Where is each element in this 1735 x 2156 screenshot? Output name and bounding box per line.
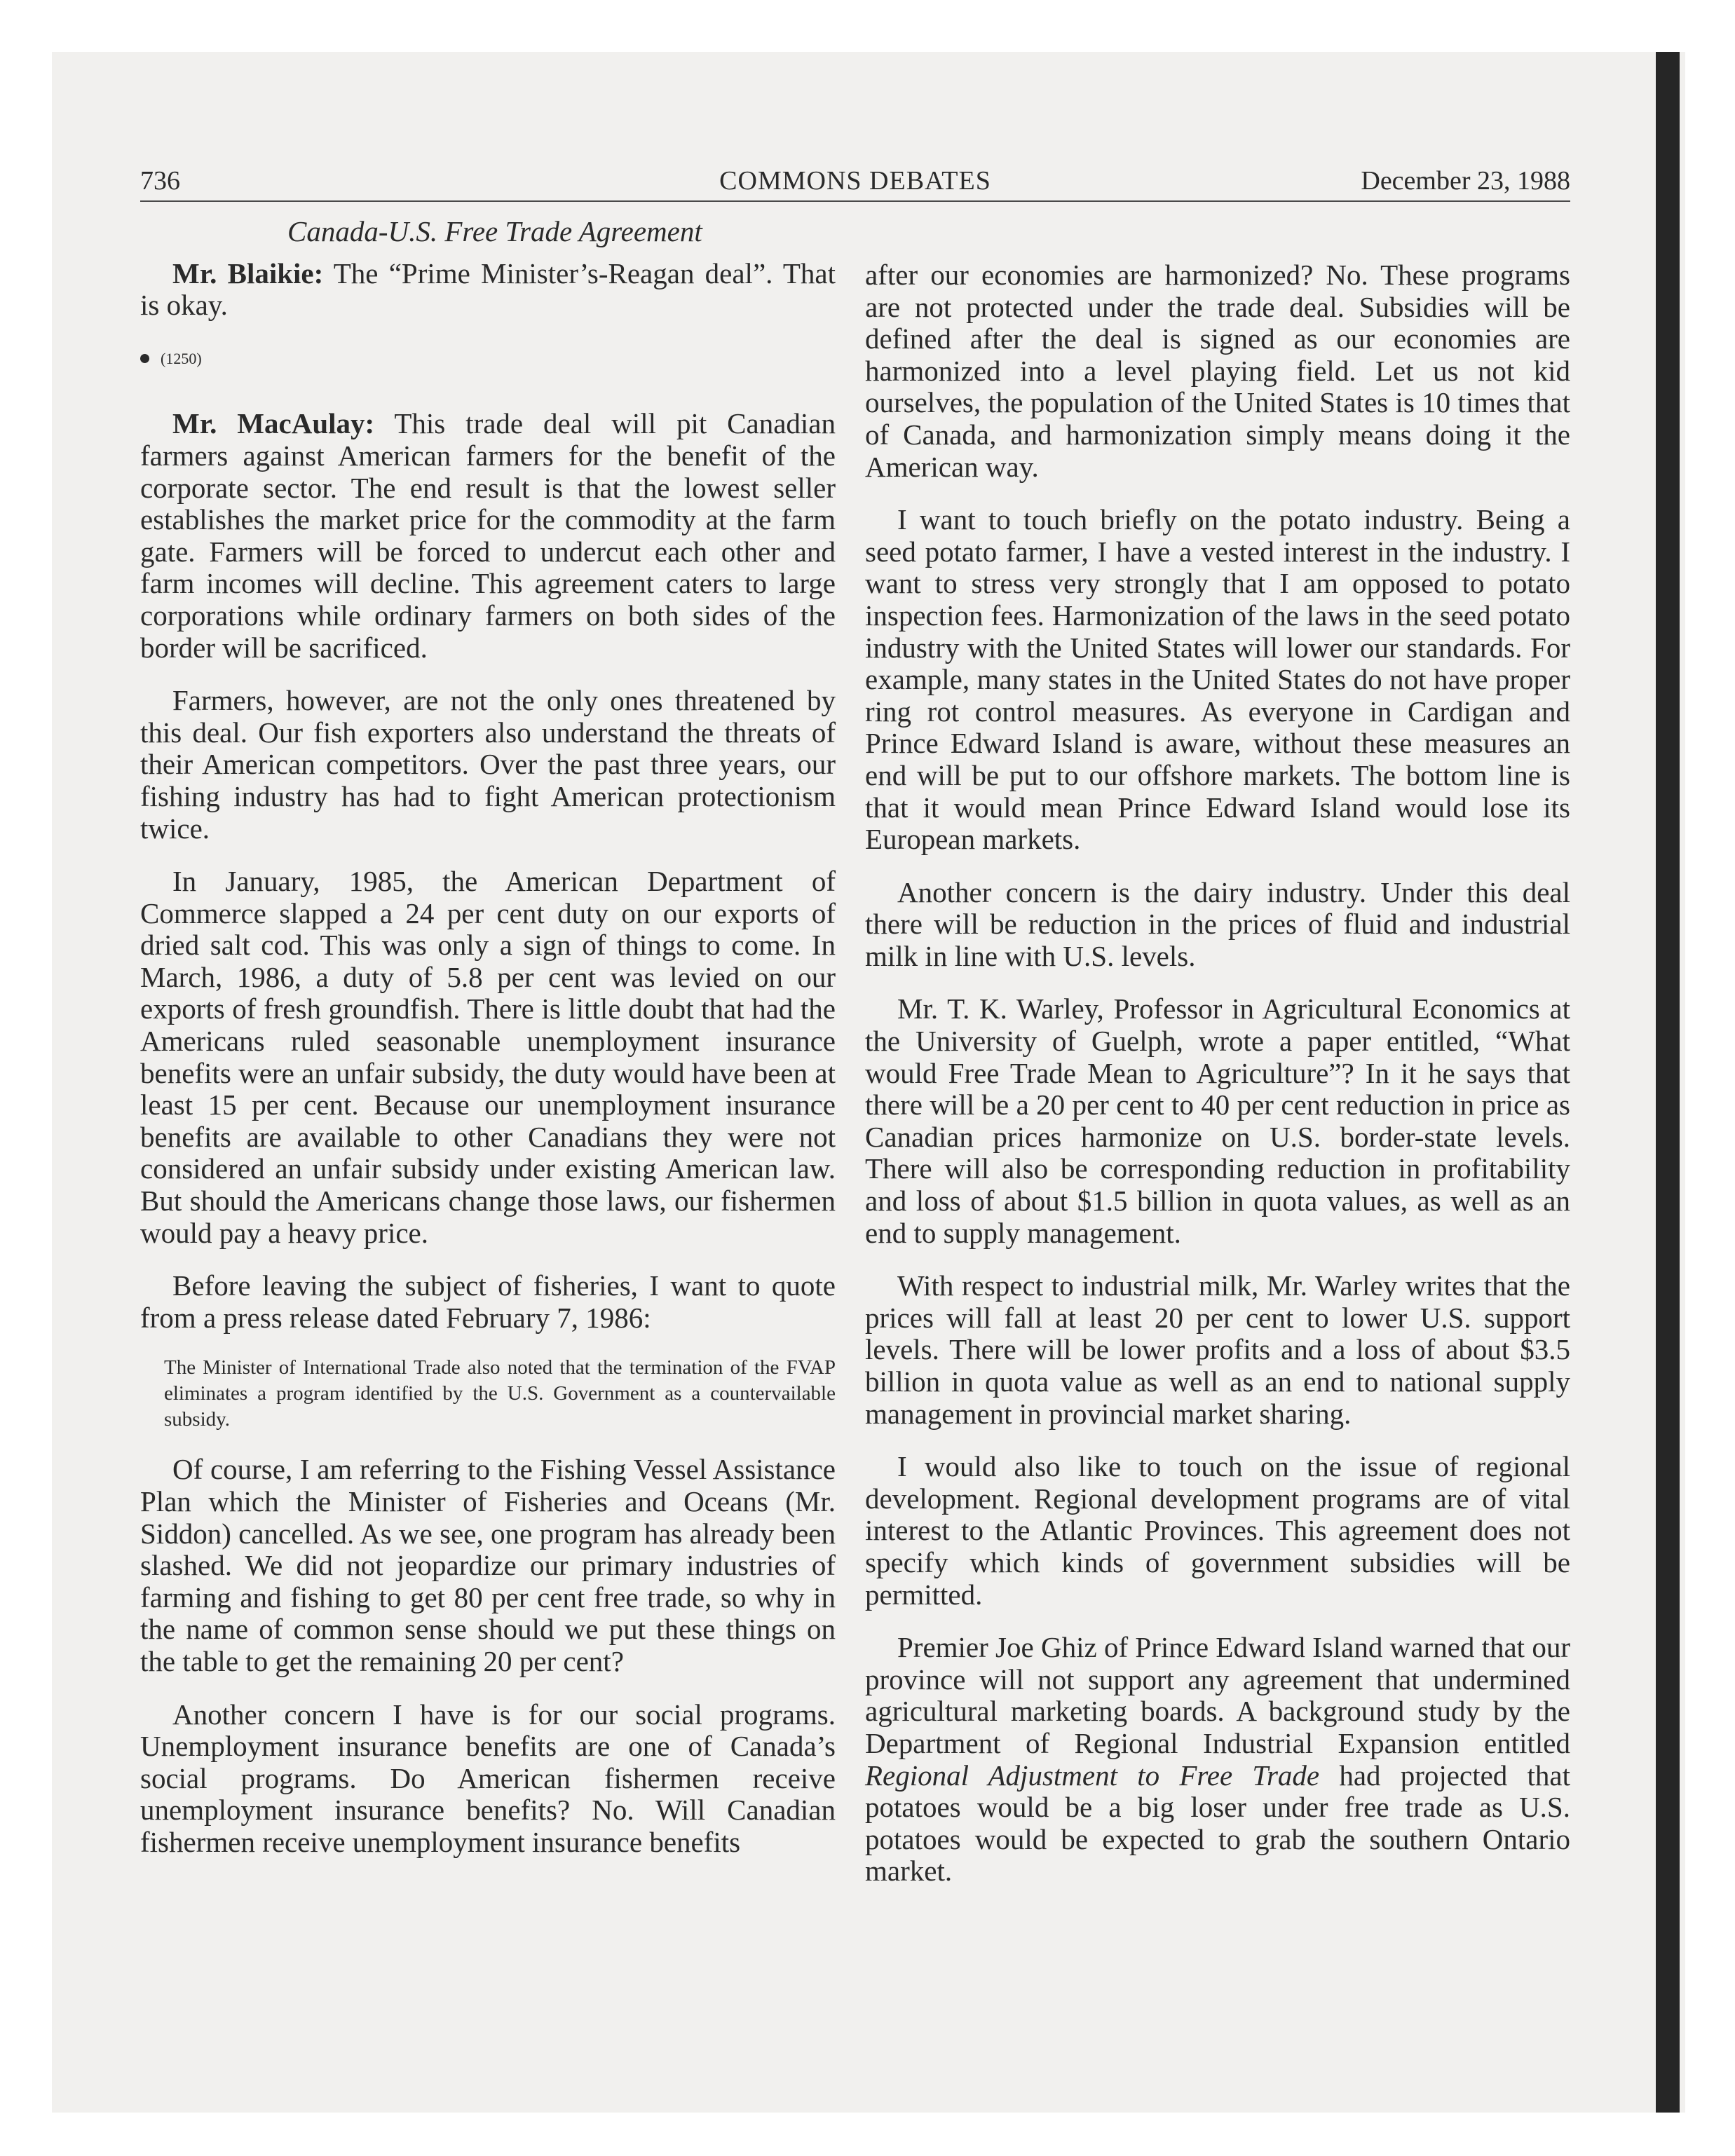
paragraph: In January, 1985, the American Department of Commerce slapped a 24 per cent duty on our exports of dried salt cod. This was only a sign of things to come. In March, 1986, a duty of 5.8 per cent was levied on our exports of fresh groundfish. There is little doubt that had the Americans ruled seasonable unemployment insurance benefits were an unfair subsidy, the duty would have been at least 15 per cent. Because our unemployment insurance benefits are available to other Canadians they were not considered an unfair subsidy under existing American law. But should the Americans change those laws, our fishermen would pay a heavy price. [140, 865, 836, 1249]
timestamp-marker [140, 343, 836, 375]
publication-title: COMMONS DEBATES [719, 166, 991, 196]
paragraph: Farmers, however, are not the only ones threatened by this deal. Our fish exporters also understand the threats of their American competitors. Over the past three years, our fishing industry has had to fight American protectionism twice. [140, 684, 836, 845]
right-column [865, 259, 1570, 1909]
paragraph: Before leaving the subject of fisheries, I want to quote from a press release dated February 7, 1986: [140, 1269, 836, 1334]
paragraph: Mr. T. K. Warley, Professor in Agricultural Economics at the University of Guelph, wrote a paper entitled, “What would Free Trade Mean to Agriculture”? In it he says that there will be a 20 per cent to 40 per cent reduction in price as Canadian prices harmonize on U.S. border-state levels. There will also be corresponding reduction in profitability and loss of about $1.5 billion in quota values, as well as an end to supply management. [865, 992, 1570, 1249]
speech-text: This trade deal will pit Canadian farmers against American farmers for the benefit of the corporate sector. The end result is that the lowest seller establishes the market price for the commodity at the farm gate. Farmers will be forced to undercut each other and farm incomes will decline. This agreement caters to large corporations while ordinary farmers on both sides of the border will be sacrificed. [140, 407, 836, 664]
scan-edge-shadow [1656, 52, 1680, 2113]
speaker-name: Mr. Blaikie: [172, 257, 324, 289]
paragraph: Of course, I am referring to the Fishing Vessel Assistance Plan which the Minister of Fisheries and Oceans (Mr. Siddon) cancelled. As we see, one program has already been slashed. We did not jeopardize our primary industries of farming and fishing to get 80 per cent free trade, so why in the name of common sense should we put these things on the table to get the remaining 20 per cent? [140, 1453, 836, 1677]
bullet-icon [140, 354, 149, 363]
timestamp: (1250) [161, 349, 202, 367]
paragraph: I want to touch briefly on the potato industry. Being a seed potato farmer, I have a vested interest in the industry. I want to stress very strongly that I am opposed to potato inspection fees. Harmonization of the laws in the seed potato industry with the United States will lower our standards. For example, many states in the United States do not have proper ring rot control measures. As everyone in Cardigan and Prince Edward Island is aware, without these measures an end will be put to our offshore markets. The bottom line is that it would mean Prince Edward Island would lose its European markets. [865, 503, 1570, 856]
page-number: 736 [140, 166, 180, 196]
paragraph: Another concern I have is for our social programs. Unemployment insurance benefits are one of Canada’s social programs. Do American fishermen receive unemployment insurance benefits? No. Will Canadian fishermen receive unemployment insurance benefits [140, 1698, 836, 1858]
paragraph-text: had projected that potatoes would be a big loser under free trade as U.S. potatoes would be expected to grab the southern Ontario market. [865, 1759, 1570, 1888]
left-column [140, 216, 836, 1880]
paragraph [865, 1632, 1570, 1888]
paragraph: Another concern is the dairy industry. Under this deal there will be reduction in the prices of fluid and industrial milk in line with U.S. levels. [865, 875, 1570, 972]
publication-date: December 23, 1988 [1361, 166, 1570, 196]
speaker-name: Mr. MacAulay: [172, 407, 375, 440]
paragraph [140, 258, 836, 322]
paragraph: after our economies are harmonized? No. These programs are not protected under the trade deal. Subsidies will be defined after the deal is signed as our economies are harmonized into a level playing field. Let us not kid ourselves, the population of the United States is 10 times that of Canada, and harmonization simply means doing it the American way. [865, 259, 1570, 483]
block-quote: The Minister of International Trade also noted that the termination of the FVAP eliminates a program identified by the U.S. Government as a countervailable subsidy. [164, 1356, 836, 1431]
report-title: Regional Adjustment to Free Trade [865, 1759, 1320, 1792]
paragraph [140, 408, 836, 664]
page-header [140, 161, 1570, 202]
paragraph-text: Premier Joe Ghiz of Prince Edward Island warned that our province will not support any agreement that undermined agricultural marketing boards. A background study by the Department of Regional Industrial Expansion entitled [865, 1631, 1570, 1759]
speech-text: The “Prime Minister’s-Reagan deal”. That is okay. [140, 257, 836, 322]
paragraph: I would also like to touch on the issue of regional development. Regional development programs are of vital interest to the Atlantic Provinces. This agreement does not specify which kinds of government subsidies will be permitted. [865, 1450, 1570, 1611]
paragraph: With respect to industrial milk, Mr. Warley writes that the prices will fall at least 20 per cent to lower U.S. support levels. There will be lower profits and a loss of about $3.5 billion in quota value as well as an end to national supply management in provincial market sharing. [865, 1269, 1570, 1430]
subject-heading: Canada-U.S. Free Trade Agreement [287, 215, 702, 247]
